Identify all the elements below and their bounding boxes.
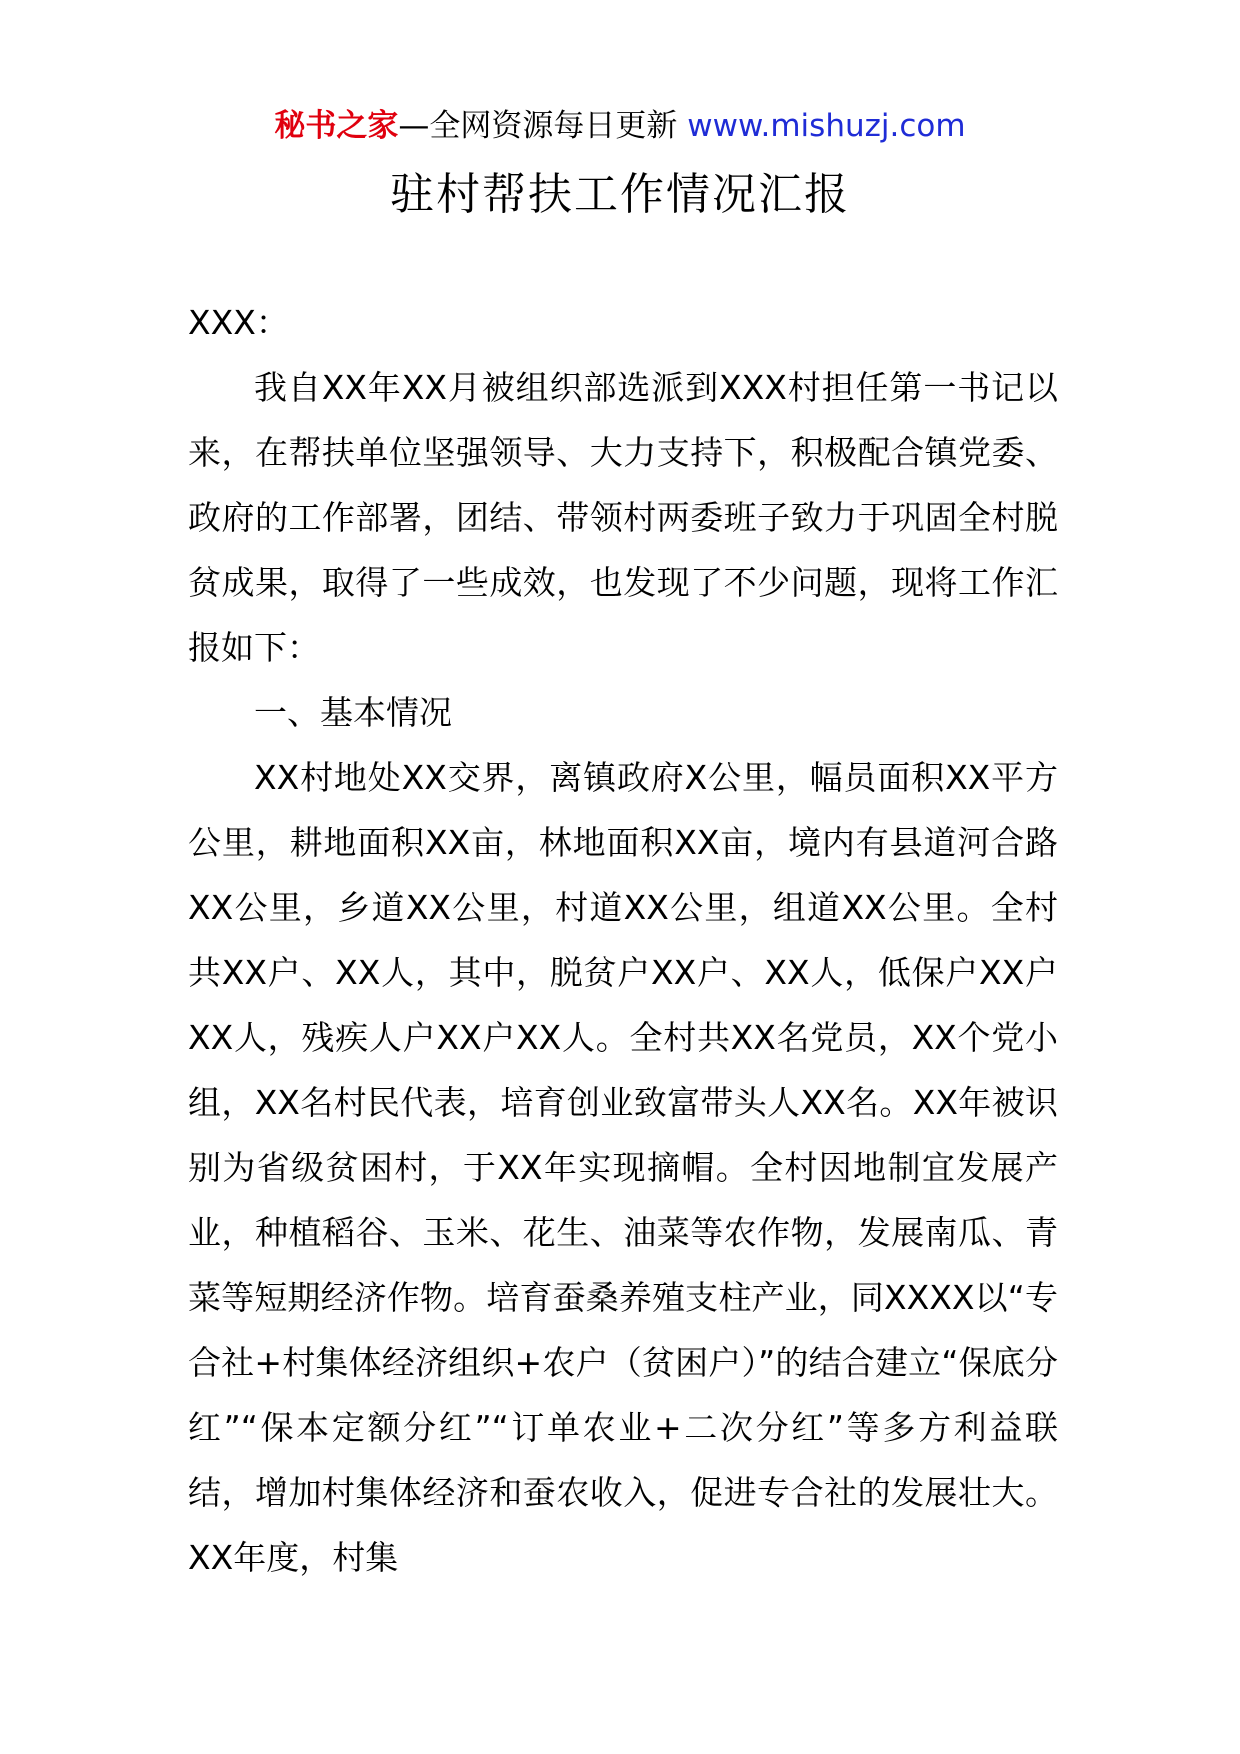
document-body xyxy=(188,290,1058,1590)
site-url[interactable]: www.mishuzj.com xyxy=(687,108,966,144)
section-paragraph: XX村地处XX交界，离镇政府X公里，幅员面积XX平方公里，耕地面积XX亩，林地面积XX亩，境内有县道河合路XX公里，乡道XX公里，村道XX公里，组道XX公里。全村共XX户、XX人，其中，脱贫户XX户、XX人，低保户XX户XX人，残疾人户XX户XX人。全村共XX名党员，XX个党小组，XX名村民代表，培育创业致富带头人XX名。XX年被识别为省级贫困村，于XX年实现摘帽。全村因地制宜发展产业，种植稻谷、玉米、花生、油菜等农作物，发展南瓜、青菜等短期经济作物。培育蚕桑养殖支柱产业，同XXXX以“专合社+村集体经济组织+农户（贫困户）”的结合建立“保底分红”“保本定额分红”“订单农业+二次分红”等多方利益联结，增加村集体经济和蚕农收入，促进专合社的发展壮大。XX年度，村集 xyxy=(188,758,1058,1577)
brand-name: 秘书之家 xyxy=(274,108,399,144)
site-tagline: —全网资源每日更新 xyxy=(398,108,688,144)
document-title: 驻村帮扶工作情况汇报 xyxy=(390,169,850,220)
site-header xyxy=(0,104,1240,148)
salutation: XXX： xyxy=(188,303,289,342)
intro-paragraph: 我自XX年XX月被组织部选派到XXX村担任第一书记以来，在帮扶单位坚强领导、大力支持下，积极配合镇党委、政府的工作部署，团结、带领村两委班子致力于巩固全村脱贫成果，取得了一些成效，也发现了不少问题，现将工作汇报如下： xyxy=(188,368,1058,667)
section-heading: 一、基本情况 xyxy=(254,693,452,732)
